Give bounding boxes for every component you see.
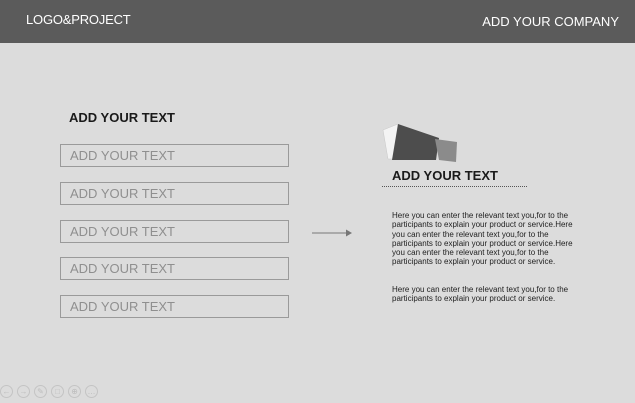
more-icon[interactable]: … — [85, 385, 98, 398]
back-icon[interactable]: ← — [0, 385, 13, 398]
text-box-4[interactable]: ADD YOUR TEXT — [60, 257, 289, 280]
right-section-title: ADD YOUR TEXT — [392, 168, 498, 183]
logo-text: LOGO&PROJECT — [26, 12, 131, 27]
forward-icon[interactable]: → — [17, 385, 30, 398]
text-box-3[interactable]: ADD YOUR TEXT — [60, 220, 289, 243]
dotted-divider — [382, 186, 527, 187]
folded-banner-graphic — [382, 124, 460, 164]
pen-icon[interactable]: ✎ — [34, 385, 47, 398]
text-box-2[interactable]: ADD YOUR TEXT — [60, 182, 289, 205]
slides-icon[interactable]: □ — [51, 385, 64, 398]
zoom-icon[interactable]: ⊕ — [68, 385, 81, 398]
header-bar — [0, 0, 635, 43]
description-paragraph-1: Here you can enter the relevant text you,for to the participants to explain your product or service.Here you can enter the relevant text you,for to the participants to explain your product or service.Here you can enter the relevant text you,for to the participants to explain your product or service. — [392, 211, 573, 267]
text-box-5[interactable]: ADD YOUR TEXT — [60, 295, 289, 318]
slideshow-toolbar — [0, 385, 102, 398]
arrow-right-icon — [312, 227, 354, 239]
company-name: ADD YOUR COMPANY — [482, 14, 619, 29]
left-section-title: ADD YOUR TEXT — [69, 110, 175, 125]
text-box-1[interactable]: ADD YOUR TEXT — [60, 144, 289, 167]
description-paragraph-2: Here you can enter the relevant text you,for to the participants to explain your product or service. — [392, 285, 569, 304]
